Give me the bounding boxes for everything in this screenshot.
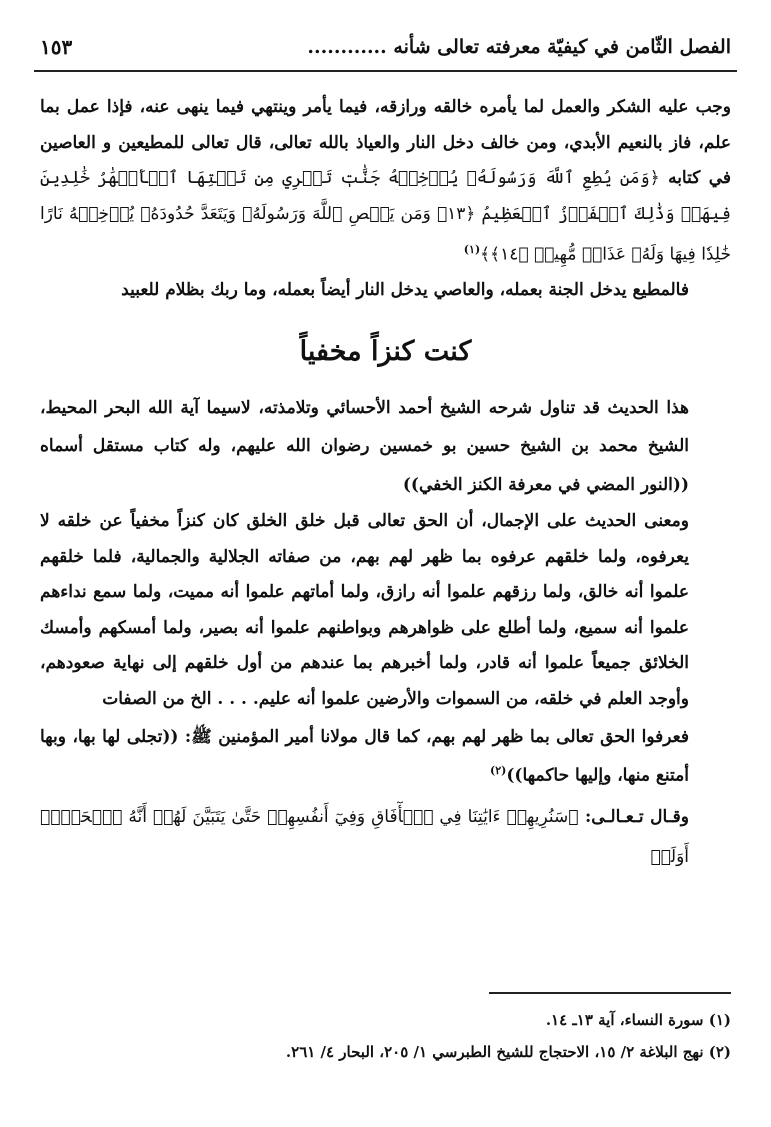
chapter-title: الفصل الثّامن في كيفيّة معرفته تعالى شأنه — [393, 36, 731, 58]
paragraph-verse-intro — [40, 797, 731, 877]
footnote-2: (٢) نهج البلاغة ٢/ ١٥، الاحتجاج للشيخ الطبرسي ١/ ٢٠٥، البحار ٤/ ٢٦١. — [285, 1043, 731, 1061]
paragraph-obligation — [40, 90, 731, 273]
footnote-rule — [489, 992, 731, 994]
paragraph-imam-quote — [40, 721, 731, 793]
main-text — [40, 90, 731, 877]
footnote-ref-1: (١) — [463, 243, 481, 256]
paragraph-text: فعرفوا الحق تعالى بما ظهر لهم بهم، كما قال مولانا أمير المؤمنين ﷺ: — [184, 727, 689, 748]
footnotes — [40, 1004, 731, 1068]
paragraph-obedient: فالمطيع يدخل الجنة بعمله، والعاصي يدخل النار أيضاً بعمله، وما ربك بظلام للعبيد — [121, 280, 689, 301]
footnote-1: (١) سورة النساء، آية ١٣ـ ١٤. — [545, 1011, 731, 1029]
quran-verse-2: ﴿سَنُرِيهِمۡ ءَايَٰتِنَا فِي ٱلۡأٓفَاقِ وَفِيٓ أَنفُسِهِمۡ حَتَّىٰ يَتَبَيَّنَ لَهُمۡ أَنَّهُ ٱلۡحَقُّۗ أَوَلَمۡ — [40, 807, 689, 868]
leader-dots: ............ — [307, 36, 387, 58]
imam-quote: ((تجلى لها بها، وبها أمتنع منها، وإليها حاكمها)) — [40, 727, 689, 787]
footnote-ref-2: (٢) — [490, 764, 507, 778]
paragraph-text: وجب عليه الشكر والعمل لما يأمره خالقه ورازقه، فيما يأمر وينتهي فيما ينهى عنه، فإذا عمل بما علم، فاز بالنعيم الأبدي، ومن خالف دخل النار والعياذ بالله تعالى، قال تعالى للمطيعين و العاصين في كتابه — [40, 97, 732, 188]
section-heading: كنت كنزاً مخفياً — [299, 335, 472, 367]
verse-lead: وقـال تـعـالـى: — [584, 807, 690, 828]
running-header — [40, 30, 731, 64]
paragraph-hadith-commentary: هذا الحديث قد تناول شرحه الشيخ أحمد الأحسائي وتلامذته، لاسيما آية الله البحر المحيط، الشيخ محمد بن الشيخ حسين بو خمسين رضوان الله عليهم، وله كتاب مستقل أسماه ((النور المضي في معرفة الكنز الخفي)) — [40, 397, 689, 495]
quran-verse: ﴿وَمَن يُطِعِ ٱللَّهَ وَرَسُولَهُۥ يُدۡخِلۡهُ جَنَّٰتٖ تَجۡرِي مِن تَحۡتِهَا ٱلۡأَنۡهَٰرُ خَٰلِدِينَ فِيهَاۚ وَذَٰلِكَ ٱلۡفَوۡزُ ٱلۡعَظِيمُ ﴿١٣﴾ وَمَن يَعۡصِ ٱللَّهَ وَرَسُولَهُۥ وَيَتَعَدَّ حُدُودَهُۥ يُدۡخِلۡهُ نَارًا خَٰلِدٗا فِيهَا وَلَهُۥ عَذَابٞ مُّهِينٞ ﴿١٤﴾﴾ — [40, 168, 731, 265]
paragraph-hadith-meaning: ومعنى الحديث على الإجمال، أن الحق تعالى قبل خلق الخلق كان كنزاً مخفياً عن خلقه لا يعرفوه، ولما خلقهم عرفوه بما ظهر لهم بهم، من صفاته الجلالية والجمالية، فلما خلقهم علموا أنه خالق، ولما رزقهم علموا أنه رازق، ولما أماتهم علموا أنه مميت، ولما سمع نداءهم علموا أنه سميع، ولما أطلع على ظواهرهم وبواطنهم علموا أنه بصير، ولما أمسكهم وأمسك الخلائق جميعاً علموا أنه قادر، ولما أخبرهم بما عندهم من أول خلقهم إلى نهاية صعودهم، وأوجد العلم في خلقه، من السموات والأرضين علموا أنه عليم. . . . الخ من الصفات — [40, 511, 689, 709]
chapter-title-group — [307, 36, 731, 58]
header-rule — [34, 70, 737, 72]
page-number: ١٥٣ — [40, 35, 73, 59]
